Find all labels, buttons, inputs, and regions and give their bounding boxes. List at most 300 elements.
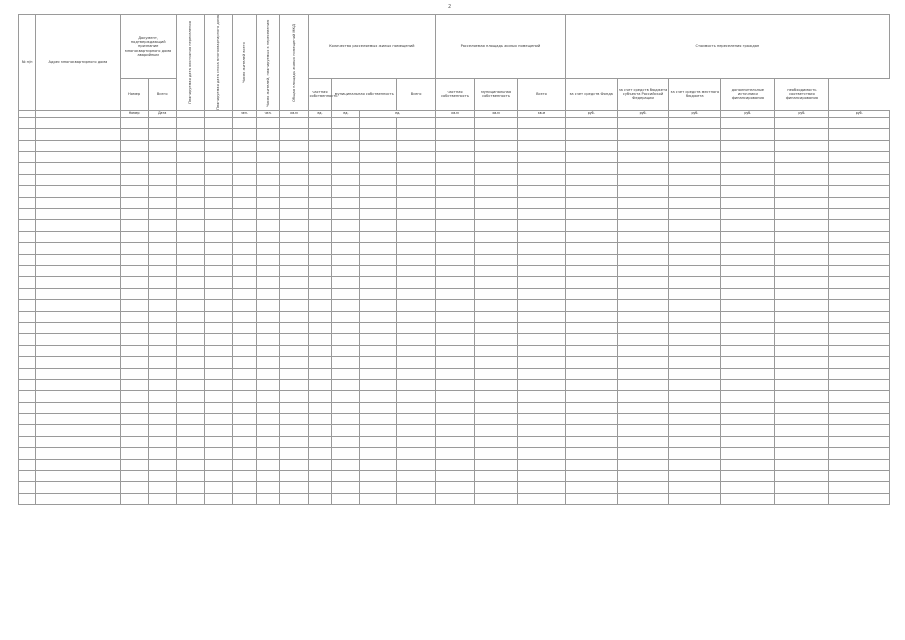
unit-units-2: ед. [332,110,360,117]
row-cell [204,300,232,311]
row-cell [436,493,475,504]
row-address [36,311,120,322]
row-cell [232,493,256,504]
row-cell [721,174,775,185]
row-cell [308,482,332,493]
row-cell [308,334,332,345]
row-cell [474,254,517,265]
row-cell [256,140,280,151]
row-cell [775,174,829,185]
row-cell [775,140,829,151]
row-number [19,357,36,368]
row-cell [176,243,204,254]
row-cell [120,345,148,356]
row-cell [436,288,475,299]
row-cell [565,265,617,276]
row-cell [617,493,669,504]
row-cell [280,300,308,311]
row-cell [176,334,204,345]
row-cell [148,254,176,265]
row-cell [721,220,775,231]
row-cell [721,129,775,140]
row-cell [474,459,517,470]
row-cell [332,174,360,185]
row-cell [518,265,566,276]
row-cell [829,471,890,482]
row-cell [148,425,176,436]
row-cell [360,117,397,128]
row-address [36,152,120,163]
row-cell [565,379,617,390]
row-cell [669,277,721,288]
row-cell [176,402,204,413]
row-cell [775,379,829,390]
row-address [36,231,120,242]
row-cell [120,288,148,299]
row-cell [256,209,280,220]
row-address [36,402,120,413]
row-cell [308,265,332,276]
row-cell [474,482,517,493]
row-cell [565,368,617,379]
row-cell [256,197,280,208]
row-cell [148,140,176,151]
table-row [19,414,890,425]
row-cell [518,379,566,390]
row-cell [397,459,436,470]
row-cell [775,311,829,322]
row-cell [436,243,475,254]
row-address [36,357,120,368]
row-cell [617,174,669,185]
row-cell [669,322,721,333]
row-cell [436,402,475,413]
row-cell [669,425,721,436]
row-cell [256,220,280,231]
row-cell [280,414,308,425]
row-cell [518,129,566,140]
row-cell [232,152,256,163]
row-cell [204,243,232,254]
row-cell [120,129,148,140]
row-cell [565,471,617,482]
row-cell [669,265,721,276]
row-cell [518,163,566,174]
row-cell [518,425,566,436]
row-number [19,300,36,311]
row-cell [120,436,148,447]
row-number [19,322,36,333]
row-cell [280,493,308,504]
row-cell [721,311,775,322]
row-cell [120,459,148,470]
row-cell [232,459,256,470]
row-cell [360,174,397,185]
header-area-municipal: муниципальная собственность [474,78,517,110]
row-cell [176,174,204,185]
row-cell [397,357,436,368]
row-cell [775,300,829,311]
row-cell [669,117,721,128]
row-cell [617,334,669,345]
row-cell [775,163,829,174]
row-cell [204,425,232,436]
row-cell [148,117,176,128]
row-cell [204,163,232,174]
row-cell [360,311,397,322]
row-cell [829,277,890,288]
row-cell [474,334,517,345]
row-cell [148,277,176,288]
row-cell [256,288,280,299]
row-cell [474,402,517,413]
row-cell [721,288,775,299]
row-cell [829,493,890,504]
row-cell [436,448,475,459]
row-address [36,254,120,265]
row-cell [669,288,721,299]
row-cell [148,368,176,379]
row-cell [565,117,617,128]
row-cell [204,493,232,504]
row-cell [120,448,148,459]
row-cell [397,163,436,174]
row-cell [775,414,829,425]
row-cell [332,265,360,276]
row-cell [148,459,176,470]
row-cell [204,357,232,368]
unit-rub-4: руб. [721,110,775,117]
row-address [36,459,120,470]
row-cell [565,140,617,151]
row-cell [256,254,280,265]
unit-rub-6: руб. [829,110,890,117]
unit-rub-5: руб. [775,110,829,117]
row-cell [565,448,617,459]
row-cell [148,174,176,185]
row-cell [148,311,176,322]
row-cell [332,391,360,402]
row-cell [565,391,617,402]
row-cell [256,436,280,447]
row-cell [120,243,148,254]
row-number [19,402,36,413]
row-cell [360,243,397,254]
table-row [19,129,890,140]
row-cell [617,288,669,299]
row-cell [829,402,890,413]
row-cell [332,345,360,356]
row-cell [669,220,721,231]
row-cell [669,368,721,379]
row-address [36,448,120,459]
row-cell [436,459,475,470]
row-number [19,265,36,276]
row-cell [232,186,256,197]
row-cell [332,334,360,345]
table-row [19,231,890,242]
group-row [19,254,890,265]
row-cell [120,197,148,208]
row-cell [360,163,397,174]
row-cell [332,482,360,493]
row-cell [332,436,360,447]
row-cell [204,152,232,163]
row-address [36,379,120,390]
row-cell [518,311,566,322]
row-address [36,425,120,436]
row-cell [518,220,566,231]
row-cell [256,448,280,459]
row-cell [148,152,176,163]
header-cost-fund: за счет средств Фонда [565,78,617,110]
row-cell [332,254,360,265]
row-cell [308,471,332,482]
row-cell [436,322,475,333]
row-cell [669,436,721,447]
row-number [19,163,36,174]
row-number [19,436,36,447]
row-cell [617,277,669,288]
row-number [19,209,36,220]
row-cell [721,163,775,174]
row-cell [280,220,308,231]
row-cell [308,117,332,128]
row-cell [474,300,517,311]
row-number [19,243,36,254]
row-cell [474,345,517,356]
row-cell [829,288,890,299]
row-address [36,265,120,276]
row-cell [360,322,397,333]
row-cell [360,436,397,447]
row-cell [518,482,566,493]
row-cell [280,436,308,447]
row-cell [120,186,148,197]
row-cell [669,414,721,425]
row-cell [176,482,204,493]
row-cell [308,163,332,174]
row-cell [518,300,566,311]
row-cell [308,220,332,231]
row-cell [176,254,204,265]
row-cell [397,300,436,311]
row-address [36,436,120,447]
row-cell [775,277,829,288]
row-cell [474,140,517,151]
row-cell [565,186,617,197]
row-cell [617,243,669,254]
header-plan-demolish: Планируемая дата сноса многоквартирного дома [204,15,232,111]
header-count-group: Количество расселяемых жилых помещений [308,15,436,79]
row-cell [204,277,232,288]
row-number [19,345,36,356]
row-cell [148,357,176,368]
row-cell [176,391,204,402]
row-cell [518,254,566,265]
row-cell [436,231,475,242]
row-cell [176,288,204,299]
row-cell [829,300,890,311]
table-row [19,368,890,379]
row-cell [204,197,232,208]
unit-rub-2: руб. [617,110,669,117]
row-cell [120,471,148,482]
row-cell [256,379,280,390]
row-cell [721,493,775,504]
row-address [36,186,120,197]
row-cell [120,391,148,402]
table-row [19,334,890,345]
row-cell [829,197,890,208]
row-cell [565,493,617,504]
row-cell [518,448,566,459]
row-cell [775,482,829,493]
row-cell [332,220,360,231]
row-cell [332,379,360,390]
row-cell [280,152,308,163]
row-cell [617,140,669,151]
row-cell [829,243,890,254]
row-cell [397,402,436,413]
table-row [19,300,890,311]
row-cell [518,152,566,163]
row-cell [518,357,566,368]
row-cell [120,322,148,333]
row-cell [775,322,829,333]
row-cell [332,300,360,311]
row-cell [232,220,256,231]
row-cell [617,209,669,220]
row-cell [565,254,617,265]
row-cell [669,197,721,208]
row-cell [775,243,829,254]
row-cell [474,322,517,333]
row-cell [829,209,890,220]
row-number [19,482,36,493]
row-cell [669,140,721,151]
row-cell [436,163,475,174]
row-cell [308,311,332,322]
row-cell [360,334,397,345]
row-cell [360,379,397,390]
row-cell [280,448,308,459]
row-cell [280,345,308,356]
row-cell [204,471,232,482]
row-cell [148,300,176,311]
row-cell [397,277,436,288]
row-cell [232,471,256,482]
row-cell [204,140,232,151]
row-cell [280,482,308,493]
row-cell [617,471,669,482]
row-cell [360,288,397,299]
row-cell [360,345,397,356]
row-cell [232,243,256,254]
group-row [19,152,890,163]
row-cell [617,129,669,140]
row-cell [617,220,669,231]
header-no: № п/п [19,15,36,111]
row-cell [280,357,308,368]
row-cell [436,129,475,140]
row-cell [617,265,669,276]
row-cell [775,117,829,128]
row-cell [829,436,890,447]
row-cell [669,254,721,265]
row-cell [204,288,232,299]
row-cell [474,197,517,208]
row-cell [256,117,280,128]
row-cell [360,425,397,436]
row-cell [280,288,308,299]
row-number [19,391,36,402]
row-cell [176,357,204,368]
row-cell [204,459,232,470]
row-cell [436,265,475,276]
row-cell [617,482,669,493]
table-row [19,493,890,504]
row-address [36,209,120,220]
row-cell [669,379,721,390]
row-cell [474,357,517,368]
row-address [36,322,120,333]
row-cell [565,231,617,242]
row-cell [308,152,332,163]
row-cell [775,265,829,276]
row-cell [232,163,256,174]
row-cell [332,425,360,436]
row-cell [176,459,204,470]
row-cell [775,425,829,436]
row-cell [360,186,397,197]
row-cell [518,322,566,333]
row-cell [518,277,566,288]
row-cell [775,288,829,299]
row-cell [204,220,232,231]
row-cell [360,277,397,288]
row-cell [518,117,566,128]
row-cell [232,402,256,413]
row-cell [280,311,308,322]
row-cell [775,231,829,242]
header-area: Общая площадь жилых помещений МКД [280,15,308,111]
row-address [36,117,120,128]
row-cell [775,357,829,368]
row-cell [474,163,517,174]
row-cell [120,220,148,231]
row-cell [204,186,232,197]
row-cell [120,265,148,276]
row-cell [204,174,232,185]
row-cell [397,254,436,265]
row-cell [332,277,360,288]
total-row [19,448,890,459]
row-cell [360,152,397,163]
row-cell [148,414,176,425]
unit-rub-3: руб. [669,110,721,117]
row-cell [617,163,669,174]
row-address [36,334,120,345]
row-cell [204,402,232,413]
row-cell [617,197,669,208]
row-cell [474,186,517,197]
row-cell [148,243,176,254]
row-cell [120,402,148,413]
row-address [36,300,120,311]
row-cell [280,174,308,185]
row-cell [518,197,566,208]
